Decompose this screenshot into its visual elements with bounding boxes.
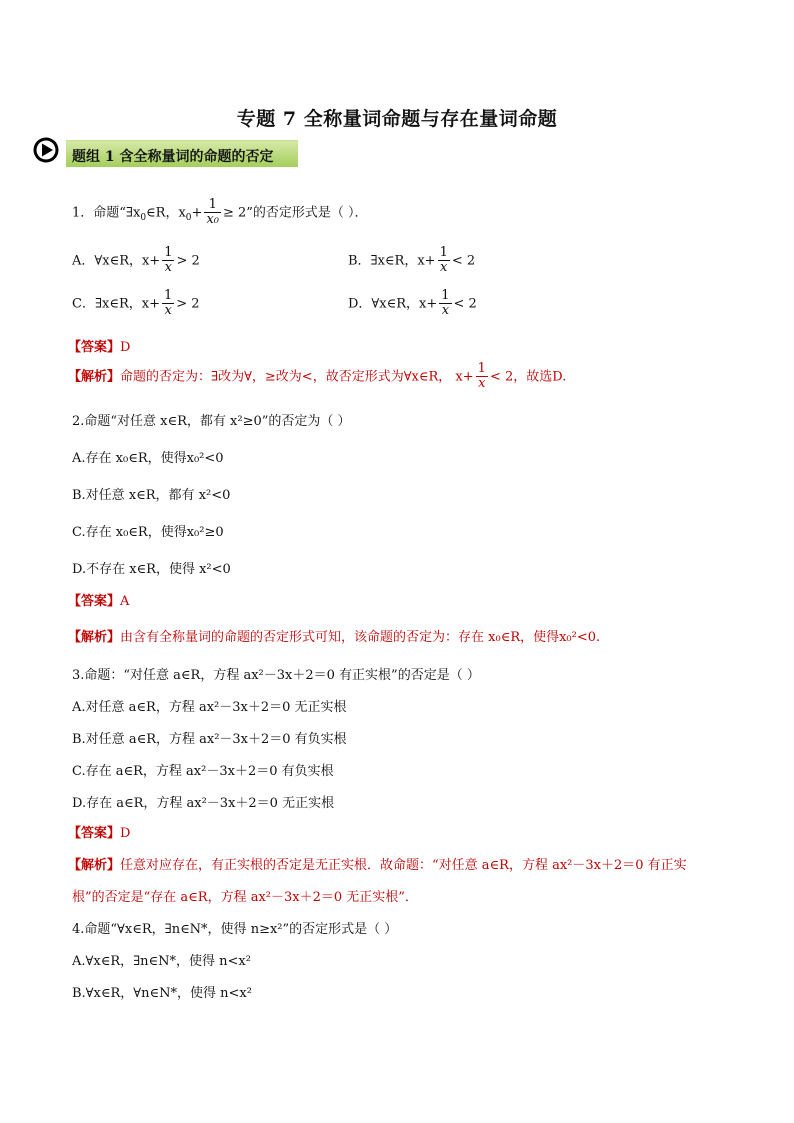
q3-option-a: A.对任意 a∈R，方程 ax²－3x＋2＝0 无正实根 — [72, 700, 347, 715]
q3-option-b: B.对任意 a∈R，方程 ax²－3x＋2＝0 有负实根 — [72, 732, 347, 747]
section-header-label: 题组 1 含全称量词的命题的否定 — [72, 149, 274, 165]
q4-option-b: B.∀x∈R，∀n∈N*，使得 n<x² — [72, 986, 252, 1001]
q1-stem: 1．命题“$\exists x_0\in R$，$x_0+$ $\frac{1}{\text{x₀}}$ ≥ 2”的否定形式是（ ）． — [72, 197, 368, 228]
q2-stem: 2.命题“对任意 x∈R，都有 x²≥0”的否定为（ ） — [72, 414, 351, 429]
q1-option-a: A．∀x∈R，x+ $\frac{1}{x}$ > 2 — [72, 245, 200, 276]
q1-fraction: $\frac{1}{\text{x₀}}$ — [206, 197, 219, 228]
q2-option-b: B.对任意 x∈R，都有 x²<0 — [72, 488, 231, 503]
q1-option-b: B．∃x∈R，x+ $\frac{1}{x}$ < 2 — [348, 245, 476, 276]
q1-option-d: D．∀x∈R，x+ $\frac{1}{x}$ < 2 — [348, 288, 477, 319]
q3-answer: 【答案】D — [68, 826, 131, 841]
q3-option-c: C.存在 a∈R，方程 ax²－3x＋2＝0 有负实根 — [72, 764, 334, 779]
play-arrow-icon — [32, 136, 60, 164]
q2-option-a: A.存在 x₀∈R，使得x₀²<0 — [72, 451, 224, 466]
page-title: 专题 7 全称量词命题与存在量词命题 — [236, 108, 558, 130]
q1-analysis: 【解析】命题的否定为：∃改为∀，≥改为<，故否定形式为∀x∈R， x+ $\frac{1}{x}$ < 2，故选D. — [68, 361, 567, 392]
q4-option-a: A.∀x∈R，∃n∈N*，使得 n<x² — [72, 954, 251, 969]
q2-analysis: 【解析】由含有全称量词的命题的否定形式可知，该命题的否定为：存在 x₀∈R，使得x₀²<0. — [68, 630, 601, 645]
q3-option-d: D.存在 a∈R，方程 ax²－3x＋2＝0 无正实根 — [72, 796, 335, 811]
q3-stem: 3.命题：“对任意 a∈R，方程 ax²－3x＋2＝0 有正实根”的否定是（ ） — [72, 668, 480, 683]
q2-answer: 【答案】A — [68, 594, 130, 609]
q2-option-c: C.存在 x₀∈R，使得x₀²≥0 — [72, 525, 224, 540]
q3-analysis-line1: 【解析】任意对应存在，有正实根的否定是无正实根．故命题：“对任意 a∈R，方程 ax²－3x＋2＝0 有正实 — [68, 858, 687, 873]
q1-option-c: C．∃x∈R，x+ $\frac{1}{x}$ > 2 — [72, 288, 200, 319]
q1-answer: 【答案】D — [68, 340, 131, 355]
q4-stem: 4.命题“∀x∈R，∃n∈N*，使得 n≥x²”的否定形式是（ ） — [72, 922, 398, 937]
q2-option-d: D.不存在 x∈R，使得 x²<0 — [72, 562, 231, 577]
q3-analysis-line2: 根”的否定是“存在 a∈R，方程 ax²－3x＋2＝0 无正实根”． — [72, 890, 418, 905]
